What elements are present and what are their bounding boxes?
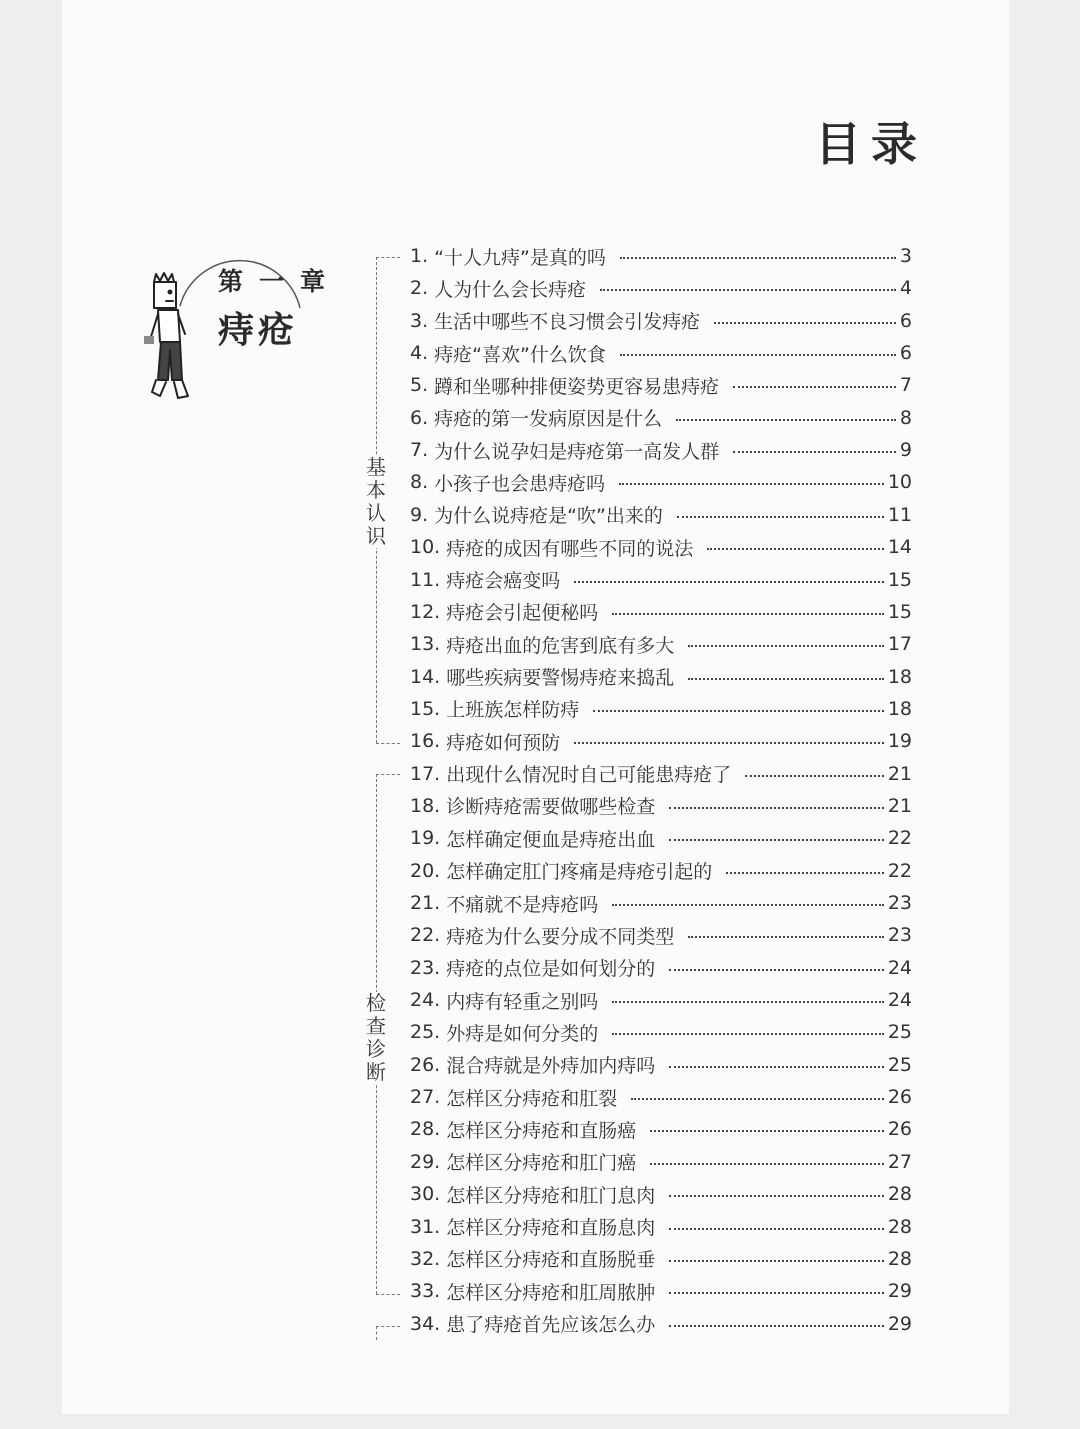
- toc-entry-page: 6: [899, 342, 912, 365]
- toc-entry-page: 8: [899, 406, 912, 429]
- chapter-label: 第一章: [218, 267, 342, 296]
- toc-entry[interactable]: [410, 1113, 912, 1145]
- toc-entry-title: 不痛就不是痔疮吗: [446, 893, 599, 916]
- toc-entry-page: 29: [887, 1312, 912, 1335]
- toc-entry-number: 32.: [410, 1247, 441, 1270]
- toc-leader-dots: [593, 710, 884, 712]
- toc-entry-title: 怎样区分痔疮和直肠息肉: [446, 1217, 656, 1239]
- toc-entry-page: 28: [887, 1247, 912, 1270]
- toc-entry-number: 6.: [410, 406, 429, 429]
- toc-entry-title: 小孩子也会患痔疮吗: [434, 472, 606, 495]
- toc-entry-number: 10.: [410, 536, 441, 559]
- toc-leader-dots: [733, 451, 896, 453]
- toc-leader-dots: [669, 1260, 884, 1262]
- toc-entry-page: 24: [887, 989, 912, 1012]
- toc-entry[interactable]: [410, 919, 912, 951]
- toc-entry-title: 痔疮“喜欢”什么饮食: [434, 343, 606, 366]
- toc-entry-number: 25.: [410, 1021, 441, 1044]
- toc-entry-number: 7.: [410, 439, 429, 462]
- toc-entry[interactable]: [410, 499, 912, 531]
- toc-leader-dots: [612, 613, 884, 615]
- toc-entry-title: 怎样区分痔疮和肛周脓肿: [446, 1281, 656, 1304]
- toc-entry[interactable]: [410, 272, 912, 304]
- toc-entry[interactable]: [410, 661, 912, 693]
- toc-entry[interactable]: [410, 758, 912, 790]
- toc-entry-title: 为什么说痔疮是“吹”出来的: [434, 505, 663, 528]
- toc-leader-dots: [669, 969, 884, 971]
- toc-leader-dots: [745, 775, 884, 777]
- toc-entry[interactable]: [410, 693, 912, 725]
- toc-entry-number: 1.: [410, 245, 429, 267]
- toc-entry[interactable]: [410, 952, 912, 984]
- toc-entry-page: 28: [887, 1215, 912, 1238]
- section-label-basic: [366, 456, 386, 548]
- toc-entry-page: 22: [887, 859, 912, 882]
- section-bracket-bottom: [376, 1294, 400, 1295]
- toc-entry-page: 26: [887, 1086, 912, 1109]
- toc-leader-dots: [612, 1001, 884, 1003]
- toc-entry-title: 痔疮为什么要分成不同类型: [446, 925, 675, 948]
- section-label-text: 基 本 认 识: [366, 455, 386, 548]
- toc-leader-dots: [677, 516, 884, 518]
- toc-entry-page: 9: [899, 439, 912, 462]
- toc-entry-title: 怎样区分痔疮和直肠癌: [446, 1119, 637, 1142]
- toc-entry-title: 痔疮出血的危害到底有多大: [446, 634, 675, 657]
- toc-leader-dots: [600, 289, 896, 291]
- toc-entry-page: 3: [899, 245, 912, 267]
- toc-entry-title: 痔疮的第一发病原因是什么: [434, 408, 663, 431]
- toc-entry-page: 25: [887, 1053, 912, 1076]
- toc-entry[interactable]: [410, 1178, 912, 1210]
- section-bracket-top: [376, 1326, 400, 1327]
- toc-entry-number: 20.: [410, 859, 441, 882]
- toc-entry-page: 29: [887, 1280, 912, 1303]
- toc-entry-page: 27: [887, 1150, 912, 1173]
- toc-entry-title: 痔疮会引起便秘吗: [446, 602, 599, 625]
- chapter-name: 痔疮: [218, 309, 299, 351]
- toc-leader-dots: [714, 322, 896, 324]
- toc-entry-page: 11: [887, 503, 912, 526]
- toc-entry-page: 18: [887, 665, 912, 688]
- toc-entry-title: 哪些疾病要警惕痔疮来捣乱: [446, 667, 675, 690]
- page-title: 目录: [815, 117, 927, 171]
- toc-entry-number: 15.: [410, 697, 441, 720]
- toc-entry-title: 痔疮的点位是如何划分的: [446, 958, 656, 981]
- toc-entry-page: 6: [899, 309, 912, 332]
- toc-entry[interactable]: [410, 240, 912, 272]
- toc-entry[interactable]: [410, 984, 912, 1016]
- toc-leader-dots: [669, 807, 884, 809]
- toc-entry[interactable]: [410, 1308, 912, 1340]
- toc-entry[interactable]: [410, 596, 912, 628]
- toc-entry[interactable]: [410, 369, 912, 401]
- toc-leader-dots: [669, 1292, 884, 1294]
- toc-leader-dots: [650, 1130, 884, 1132]
- toc-entry[interactable]: [410, 628, 912, 660]
- toc-entry-page: 23: [887, 892, 912, 914]
- toc-entry-title: 人为什么会长痔疮: [434, 278, 587, 301]
- section-bracket-bottom: [376, 743, 400, 744]
- toc-leader-dots: [612, 1033, 884, 1035]
- toc-leader-dots: [619, 483, 884, 485]
- toc-entry-number: 31.: [410, 1215, 441, 1238]
- toc-entry-title: 怎样区分痔疮和直肠脱垂: [446, 1249, 656, 1272]
- toc-entry-title: 生活中哪些不良习惯会引发痔疮: [434, 311, 701, 334]
- toc-leader-dots: [574, 742, 884, 744]
- toc-leader-dots: [620, 257, 896, 259]
- section-bracket-treatment: [376, 1326, 377, 1340]
- toc-leader-dots: [631, 1098, 884, 1100]
- toc-entry-title: 怎样确定肛门疼痛是痔疮引起的: [446, 861, 713, 884]
- toc-entry[interactable]: [410, 337, 912, 369]
- toc-entry[interactable]: [410, 1243, 912, 1275]
- toc-entry-number: 16.: [410, 730, 441, 753]
- toc-entry-number: 3.: [410, 309, 429, 332]
- toc-entry-number: 9.: [410, 503, 429, 526]
- toc-entry-number: 18.: [410, 794, 441, 817]
- toc-entry-number: 28.: [410, 1118, 441, 1141]
- toc-entry-page: 28: [887, 1183, 912, 1206]
- toc-entry-number: 21.: [410, 892, 441, 914]
- toc-leader-dots: [688, 936, 884, 938]
- toc-entry[interactable]: [410, 434, 912, 466]
- toc-entry-number: 33.: [410, 1280, 441, 1303]
- toc-entry-number: 5.: [410, 374, 429, 397]
- toc-entry-page: 21: [887, 794, 912, 817]
- toc-leader-dots: [669, 1066, 884, 1068]
- toc-entry-number: 12.: [410, 600, 441, 623]
- toc-leader-dots: [669, 839, 884, 841]
- section-bracket-top: [376, 257, 400, 258]
- toc-entry-page: 19: [887, 730, 912, 753]
- toc-entry[interactable]: [410, 402, 912, 434]
- toc-entry-title: 外痔是如何分类的: [446, 1022, 599, 1045]
- toc-entry-page: 22: [887, 827, 912, 850]
- section-label-diagnosis: [366, 992, 386, 1084]
- toc-entry-title: 痔疮的成因有哪些不同的说法: [446, 537, 694, 560]
- toc-entry-page: 23: [887, 924, 912, 947]
- toc-leader-dots: [620, 354, 896, 356]
- section-bracket-top: [376, 774, 400, 775]
- toc-entry-number: 24.: [410, 989, 441, 1012]
- toc-entry-title: 痔疮如何预防: [446, 731, 561, 754]
- toc-entry-title: 怎样区分痔疮和肛门癌: [446, 1152, 637, 1175]
- toc-entry-page: 4: [899, 277, 912, 300]
- toc-entry[interactable]: [410, 531, 912, 563]
- section-label-text: 检 查 诊 断: [366, 991, 386, 1084]
- toc-entry-page: 17: [887, 633, 912, 656]
- toc-entry[interactable]: [410, 1146, 912, 1178]
- toc-entry-page: 18: [887, 697, 912, 720]
- toc-entry-page: 24: [887, 956, 912, 979]
- toc-entry-title: 怎样确定便血是痔疮出血: [446, 828, 656, 851]
- toc-leader-dots: [650, 1163, 884, 1165]
- toc-entry-title: 混合痔就是外痔加内痔吗: [446, 1055, 656, 1078]
- cartoon-boy-illustration: [140, 272, 200, 407]
- toc-entry-page: 15: [887, 568, 912, 591]
- toc-leader-dots: [688, 645, 884, 647]
- toc-entry-page: 7: [899, 374, 912, 397]
- toc-leader-dots: [688, 678, 884, 680]
- toc-entry-number: 14.: [410, 665, 441, 688]
- toc-entry-title: 怎样区分痔疮和肛门息肉: [446, 1184, 656, 1207]
- toc-entry-number: 8.: [410, 471, 429, 494]
- toc-entry-page: 15: [887, 600, 912, 623]
- toc-entry-title: 怎样区分痔疮和肛裂: [446, 1087, 618, 1110]
- toc-leader-dots: [574, 581, 884, 583]
- toc-entry-title: 为什么说孕妇是痔疮第一高发人群: [434, 440, 720, 463]
- toc-leader-dots: [669, 1325, 884, 1327]
- toc-entry-number: 30.: [410, 1183, 441, 1206]
- toc-entry-number: 23.: [410, 956, 441, 979]
- toc-entry-number: 34.: [410, 1312, 441, 1335]
- toc-entry-page: 25: [887, 1021, 912, 1044]
- toc-entry-page: 26: [887, 1118, 912, 1141]
- toc-entry-number: 17.: [410, 762, 441, 785]
- toc-entry[interactable]: [410, 1016, 912, 1048]
- toc-entry-title: 内痔有轻重之别吗: [446, 990, 599, 1013]
- toc-entry-number: 13.: [410, 633, 441, 656]
- toc-entry-number: 4.: [410, 342, 429, 365]
- toc-leader-dots: [669, 1228, 884, 1230]
- toc-entry-number: 26.: [410, 1053, 441, 1076]
- toc-entry-number: 2.: [410, 277, 429, 300]
- toc-entry-page: 10: [887, 471, 912, 494]
- toc-entry[interactable]: [410, 887, 912, 919]
- toc-entry[interactable]: [410, 725, 912, 757]
- toc-entry-title: 诊断痔疮需要做哪些检查: [446, 796, 656, 819]
- toc-entry-page: 21: [887, 762, 912, 785]
- toc-entry-title: 蹲和坐哪种排便姿势更容易患痔疮: [434, 375, 720, 398]
- toc-leader-dots: [726, 872, 884, 874]
- toc-entry[interactable]: [410, 305, 912, 337]
- toc-entry[interactable]: [410, 1275, 912, 1307]
- toc-leader-dots: [676, 419, 896, 421]
- toc-leader-dots: [669, 1195, 884, 1197]
- toc-entry-title: 出现什么情况时自己可能患痔疮了: [446, 764, 732, 787]
- toc-entry-page: 14: [887, 536, 912, 559]
- toc-entry-title: 痔疮会癌变吗: [446, 570, 561, 592]
- toc-entry-title: 上班族怎样防痔: [446, 699, 580, 722]
- toc-entry[interactable]: [410, 466, 912, 498]
- toc-entry[interactable]: [410, 1081, 912, 1113]
- toc-entry-title: “十人九痔”是真的吗: [434, 246, 606, 269]
- toc-entry[interactable]: [410, 1211, 912, 1243]
- toc-entry-number: 11.: [410, 568, 441, 591]
- toc-entry[interactable]: [410, 790, 912, 822]
- toc-entry-number: 27.: [410, 1086, 441, 1109]
- toc-entry-title: 患了痔疮首先应该怎么办: [446, 1314, 656, 1337]
- toc-entry[interactable]: [410, 822, 912, 854]
- toc-entry[interactable]: [410, 1049, 912, 1081]
- toc-entry[interactable]: [410, 855, 912, 887]
- toc-entry-number: 22.: [410, 924, 441, 947]
- toc-entry-number: 19.: [410, 827, 441, 850]
- toc-entry-number: 29.: [410, 1150, 441, 1173]
- toc-leader-dots: [612, 904, 884, 906]
- toc-leader-dots: [733, 386, 896, 388]
- toc-entry[interactable]: [410, 564, 912, 596]
- toc-leader-dots: [707, 548, 884, 550]
